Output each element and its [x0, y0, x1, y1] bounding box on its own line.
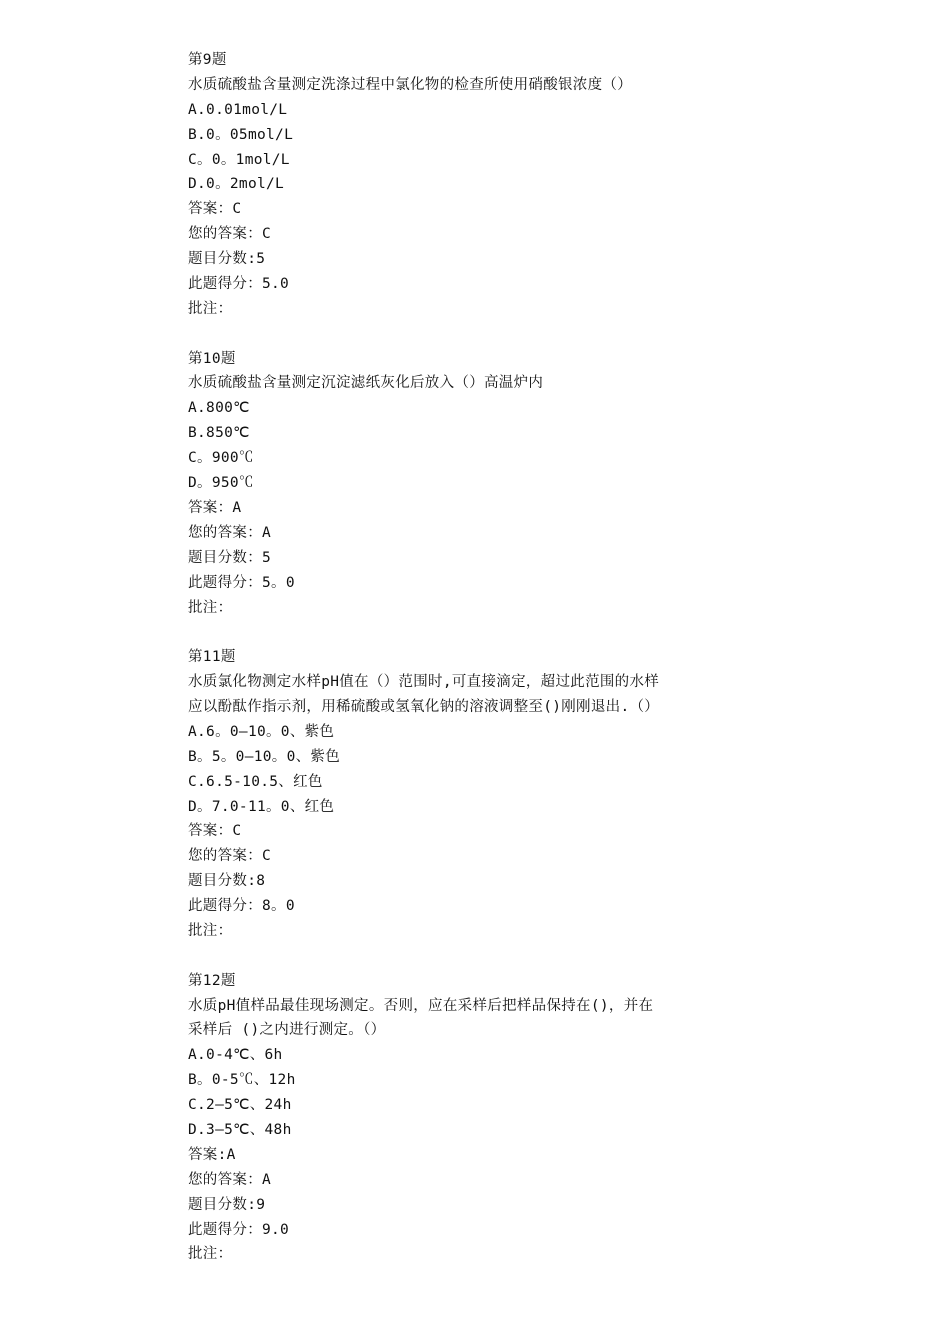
option-c: C。900℃ — [188, 450, 254, 467]
annotation: 批注： — [188, 922, 233, 939]
correct-answer: 答案：A — [188, 499, 242, 516]
question-stem-line: 应以酚酞作指示剂，用稀硫酸或氢氧化钠的溶液调整至()刚刚退出.（） — [188, 698, 660, 715]
question-score: 题目分数:5 — [188, 251, 266, 268]
question-stem-line: 水质pH值样品最佳现场测定。否则，应在采样后把样品保持在()，并在 — [188, 997, 654, 1014]
option-a: A.0.01mol/L — [188, 101, 288, 118]
earned-score: 此题得分：9.0 — [188, 1221, 290, 1238]
question-block — [188, 347, 768, 621]
annotation: 批注： — [188, 599, 233, 616]
question-number: 第9题 — [188, 52, 227, 68]
option-a: A.0-4℃、6h — [188, 1047, 283, 1064]
question-number: 第11题 — [188, 649, 236, 666]
correct-answer: 答案:A — [188, 1146, 236, 1163]
option-d: D。7.0-11。0、红色 — [188, 798, 335, 815]
option-c: C.2—5℃、24h — [188, 1097, 292, 1114]
question-block — [188, 48, 768, 322]
earned-score: 此题得分：8。0 — [188, 898, 295, 915]
correct-answer: 答案：C — [188, 823, 242, 840]
question-stem-line: 水质氯化物测定水样pH值在（）范围时,可直接滴定，超过此范围的水样 — [188, 674, 660, 691]
question-score: 题目分数:8 — [188, 873, 266, 890]
question-stem-line: 水质硫酸盐含量测定沉淀滤纸灰化后放入（）高温炉内 — [188, 375, 544, 392]
correct-answer: 答案：C — [188, 201, 242, 218]
option-d: D。950℃ — [188, 475, 254, 492]
question-block — [188, 645, 768, 944]
question-stem-line: 采样后 ()之内进行测定。（） — [188, 1022, 386, 1039]
document-page — [188, 48, 768, 1267]
option-c: C.6.5-10.5、红色 — [188, 773, 323, 790]
question-score: 题目分数：5 — [188, 549, 272, 566]
question-stem — [188, 994, 768, 1044]
option-d: D.3—5℃、48h — [188, 1122, 292, 1139]
earned-score: 此题得分：5.0 — [188, 276, 290, 293]
annotation: 批注： — [188, 300, 233, 317]
option-a: A.800℃ — [188, 400, 250, 417]
question-block — [188, 969, 768, 1268]
question-number: 第10题 — [188, 350, 236, 367]
your-answer: 您的答案：C — [188, 848, 272, 865]
option-d: D.0。2mol/L — [188, 176, 285, 193]
question-stem — [188, 670, 768, 720]
your-answer: 您的答案：A — [188, 524, 272, 541]
your-answer: 您的答案：A — [188, 1171, 272, 1188]
option-b: B.850℃ — [188, 425, 250, 442]
question-stem-line: 水质硫酸盐含量测定洗涤过程中氯化物的检查所使用硝酸银浓度（） — [188, 76, 632, 93]
question-number: 第12题 — [188, 972, 236, 989]
option-b: B。0-5℃、12h — [188, 1072, 296, 1089]
annotation: 批注： — [188, 1246, 233, 1263]
question-stem — [188, 371, 768, 396]
your-answer: 您的答案：C — [188, 226, 272, 243]
question-stem — [188, 73, 768, 98]
earned-score: 此题得分：5。0 — [188, 574, 295, 591]
option-b: B。5。0—10。0、紫色 — [188, 748, 341, 765]
option-b: B.0。05mol/L — [188, 126, 294, 143]
option-c: C。0。1mol/L — [188, 151, 290, 168]
option-a: A.6。0—10。0、紫色 — [188, 723, 335, 740]
question-score: 题目分数:9 — [188, 1196, 266, 1213]
